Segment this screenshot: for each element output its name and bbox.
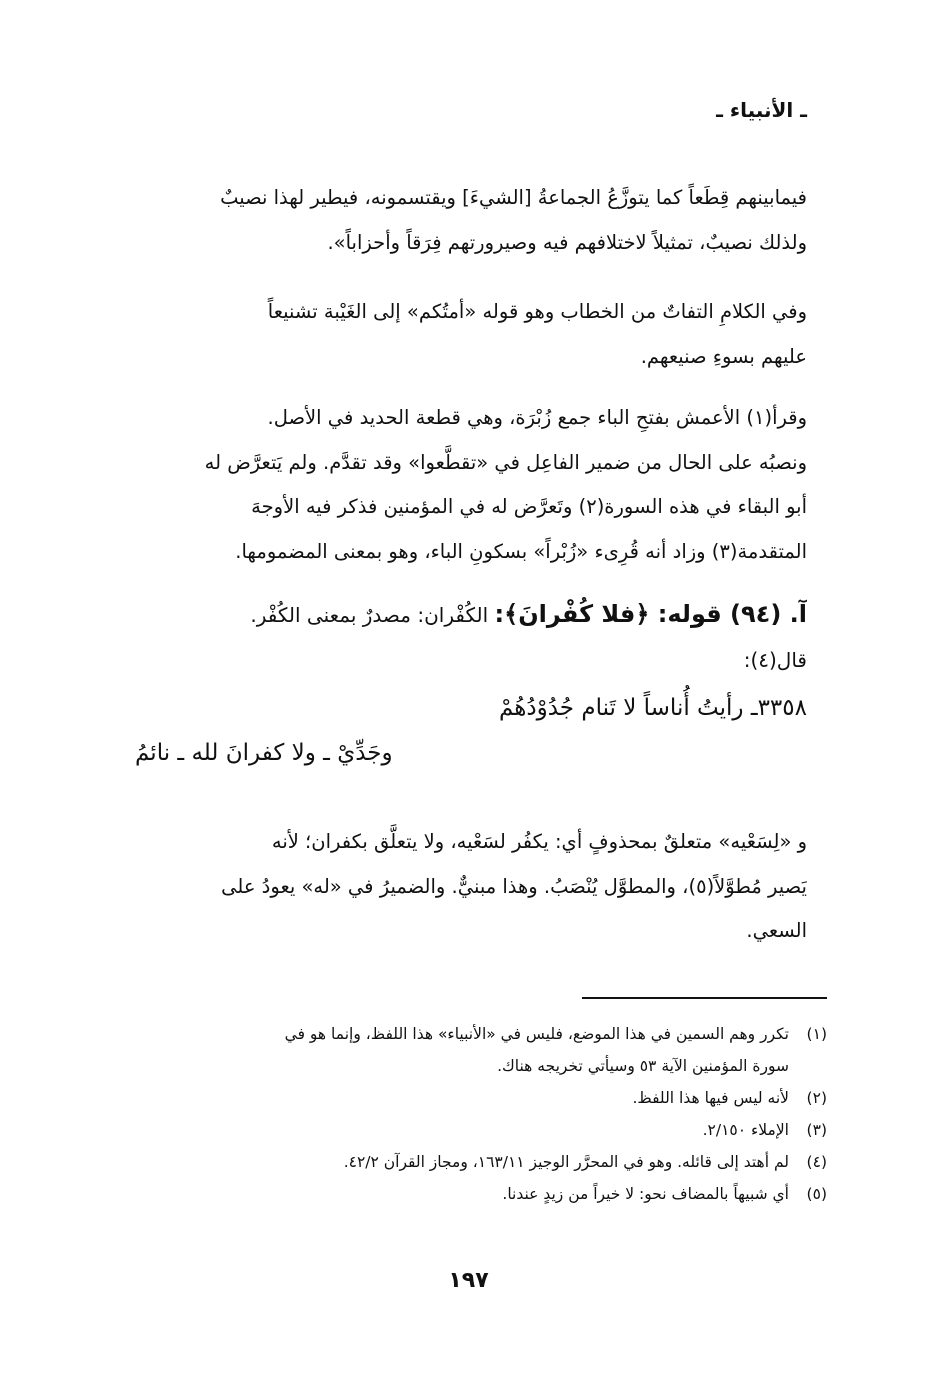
footnote-1-continued xyxy=(140,1050,827,1082)
footnote-number: (٤) xyxy=(806,1153,827,1171)
paragraph-3 xyxy=(135,396,807,574)
footnote-number: (٢) xyxy=(806,1089,827,1107)
text-line: قال(٤): xyxy=(743,647,807,672)
paragraph-5 xyxy=(135,820,807,954)
text-line: عليهم بسوءِ صنيعهم. xyxy=(640,344,807,368)
footnote-divider xyxy=(582,997,827,999)
text-line: ولذلك نصيبٌ، تمثيلاً لاختلافهم فيه وصيرورتهم فِرَقاً وأحزاباً». xyxy=(327,230,807,254)
footnote-3 xyxy=(140,1114,827,1146)
text-line: و «لِسَعْيه» متعلقٌ بمحذوفٍ أي: يكفُر لسَعْيه، ولا يتعلَّق بكفران؛ لأنه xyxy=(271,830,807,853)
text-line: السعي. xyxy=(746,919,807,942)
definition-text: الكُفْران: مصدرٌ بمعنى الكُفْر. xyxy=(250,603,489,627)
paragraph-2 xyxy=(135,290,807,379)
footnote-number: (٥) xyxy=(806,1185,827,1203)
verse-commentary-heading xyxy=(135,592,807,682)
footnote-text: أي شبيهاً بالمضاف نحو: لا خيراً من زيدٍ عندنا. xyxy=(502,1185,789,1203)
verse-reference: آ. (٩٤) قوله: ﴿فلا كُفْرانَ﴾: xyxy=(494,600,807,628)
text-line: أبو البقاء في هذه السورة(٢) وتَعرَّض له في المؤمنين فذكر فيه الأوجهَ xyxy=(251,495,807,518)
poem-verse-second-hemistich: وجَدِّيْ ـ ولا كفرانَ لله ـ نائمُ xyxy=(135,740,393,766)
footnote-2 xyxy=(140,1082,827,1114)
footnote-text: لم أهتد إلى قائله. وهو في المحرَّر الوجيز ١٦٣/١١، ومجاز القرآن ٤٢/٢. xyxy=(343,1153,789,1171)
footnote-text: الإملاء ٢/١٥٠. xyxy=(702,1121,789,1139)
footnote-number: (٣) xyxy=(806,1121,827,1139)
heading-line xyxy=(135,592,807,638)
poem-verse-first-hemistich: ٣٣٥٨ـ رأيتُ أُناساً لا تَنام جُدُوْدُهُمْ xyxy=(498,695,807,721)
text-line: يَصير مُطوَّلاً(٥)، والمطوَّل يُنْصَبُ. وهذا مبنيٌّ. والضميرُ في «له» يعودُ على xyxy=(221,874,807,898)
text-line: وقرأ(١) الأعمش بفتحِ الباء جمع زُبْرَة، وهي قطعة الحديد في الأصل. xyxy=(267,406,807,429)
text-line: ونصبُه على الحال من ضمير الفاعِل في «تقطَّعوا» وقد تقدَّم. ولم يَتعرَّض له xyxy=(204,450,807,474)
paragraph-1 xyxy=(135,176,807,265)
footnote-4 xyxy=(140,1146,827,1178)
text-line: وفي الكلامِ التفاتٌ من الخطاب وهو قوله «أمتُكم» إلى الغَيْبة تشنيعاً xyxy=(267,300,807,323)
running-header: ـ الأنبياء ـ xyxy=(716,98,807,122)
footnote-text: تكرر وهم السمين في هذا الموضع، فليس في «الأنبياء» هذا اللفظ، وإنما هو في xyxy=(284,1025,789,1043)
footnote-5 xyxy=(140,1178,827,1210)
text-line: المتقدمة(٣) وزاد أنه قُرِىء «زُبْراً» بسكونِ الباء، وهو بمعنى المضمومها. xyxy=(235,539,807,563)
text-line: فيمابينهم قِطَعاً كما يتوزَّعُ الجماعةُ [الشيءَ] ويقتسمونه، فيطير لهذا نصيبٌ xyxy=(220,186,807,209)
footnote-text: سورة المؤمنين الآية ٥٣ وسيأتي تخريجه هناك. xyxy=(497,1057,789,1075)
footnotes xyxy=(140,1018,827,1210)
page-number: ١٩٧ xyxy=(448,1268,489,1293)
footnote-number: (١) xyxy=(806,1025,827,1043)
footnote-text: لأنه ليس فيها هذا اللفظ. xyxy=(632,1089,789,1107)
footnote-1 xyxy=(140,1018,827,1050)
